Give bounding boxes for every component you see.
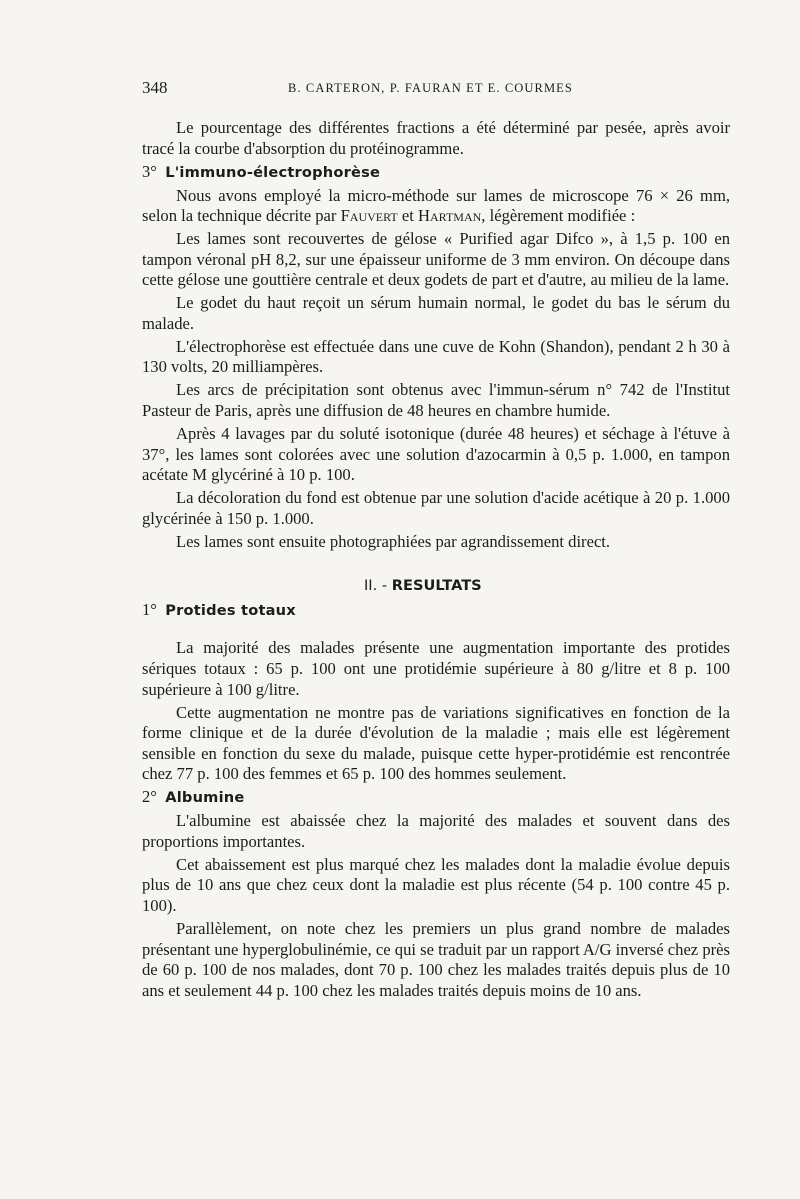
section-3-paragraph-6: Après 4 lavages par du soluté isotonique (durée 48 heures) et séchage à l'étuve à 37°, les lames sont colorées avec une solution d'azocarmin à 0,5 p. 1.000, en tampon acétate M glycériné à 10 p. 100.: [142, 424, 730, 485]
section-3-paragraph-3: Le godet du haut reçoit un sérum humain normal, le godet du bas le sérum du malade.: [142, 293, 730, 333]
section-3-number: 3°: [142, 161, 157, 181]
section-1-heading: [142, 600, 296, 622]
section-3-paragraph-1: [142, 186, 730, 227]
page-header: [142, 78, 730, 102]
section-1-paragraph-1: La majorité des malades présente une augmentation importante des protides sériques totaux : 65 p. 100 ont une protidémie supérieure à 80 g/litre et 8 p. 100 supérieure à 100 g/litre.: [142, 638, 730, 699]
body-text: [142, 118, 730, 1004]
section-1-number: 1°: [142, 600, 157, 620]
section-3-paragraph-7: La décoloration du fond est obtenue par une solution d'acide acétique à 20 p. 1.000 glycérinée à 150 p. 1.000.: [142, 488, 730, 528]
section-2-number: 2°: [142, 787, 157, 807]
section-2-title: Albumine: [165, 789, 245, 807]
section-3-paragraph-5: Les arcs de précipitation sont obtenus avec l'immun-sérum n° 742 de l'Institut Pasteur de Paris, après une diffusion de 48 heures en chambre humide.: [142, 380, 730, 421]
section-2-heading: [142, 787, 730, 809]
section-3-p1-text-c: , légèrement modifiée :: [481, 206, 636, 226]
section-1-paragraph-2: Cette augmentation ne montre pas de variations significatives en fonction de la forme clinique et de la durée d'évolution de la maladie ; mais elle est légèrement sensible en fonction du sexe du malade, puisque cette hyper-protidémie est rencontrée chez 77 p. 100 des femmes et 65 p. 100 des hommes seulement.: [142, 702, 730, 784]
section-3-p1-text-b: et: [397, 206, 419, 226]
results-block: [142, 576, 730, 624]
results-heading: [364, 576, 482, 597]
author-fauvert: Fauvert: [340, 206, 398, 226]
section-3-title: L'immuno-électrophorèse: [165, 163, 381, 181]
running-head-authors: B. CARTERON, P. FAURAN ET E. COURMES: [288, 81, 573, 95]
section-3-p1-text-a: Nous avons employé la micro-méthode sur lames de microscope 76 × 26 mm, selon la technique décrite par: [142, 185, 730, 226]
results-title: RESULTATS: [391, 577, 482, 595]
page-number: 348: [142, 78, 168, 97]
section-3-heading: [142, 162, 730, 184]
section-3-paragraph-8: Les lames sont ensuite photographiées par agrandissement direct.: [176, 531, 611, 551]
author-hartman: Hartman: [418, 206, 482, 226]
section-1-title: Protides totaux: [165, 602, 296, 620]
intro-paragraph: Le pourcentage des différentes fractions a été déterminé par pesée, après avoir tracé la courbe d'absorption du protéinogramme.: [142, 118, 730, 158]
section-3-paragraph-2: Les lames sont recouvertes de gélose « Purified agar Difco », à 1,5 p. 100 en tampon véronal pH 8,2, sur une épaisseur uniforme de 3 mm environ. On découpe dans cette gélose une gouttière centrale et deux godets de part et d'autre, au milieu de la lame.: [142, 229, 730, 290]
results-numeral: II. -: [364, 577, 392, 595]
section-2-paragraph-2: Cet abaissement est plus marqué chez les malades dont la maladie évolue depuis plus de 10 ans que chez ceux dont la maladie est plus récente (54 p. 100 contre 45 p. 100).: [142, 854, 730, 916]
section-2-paragraph-1: L'albumine est abaissée chez la majorité des malades et souvent dans des proportions importantes.: [142, 811, 730, 851]
section-3-paragraph-4: L'électrophorèse est effectuée dans une cuve de Kohn (Shandon), pendant 2 h 30 à 130 volts, 20 milliampères.: [142, 336, 730, 377]
section-2-paragraph-3: Parallèlement, on note chez les premiers un plus grand nombre de malades présentant une hyperglobulinémie, ce qui se traduit par un rapport A/G inversé chez près de 60 p. 100 de nos malades, dont 70 p. 100 chez les malades traités depuis plus de 10 ans et seulement 44 p. 100 chez les malades traités depuis moins de 10 ans.: [142, 919, 730, 1000]
